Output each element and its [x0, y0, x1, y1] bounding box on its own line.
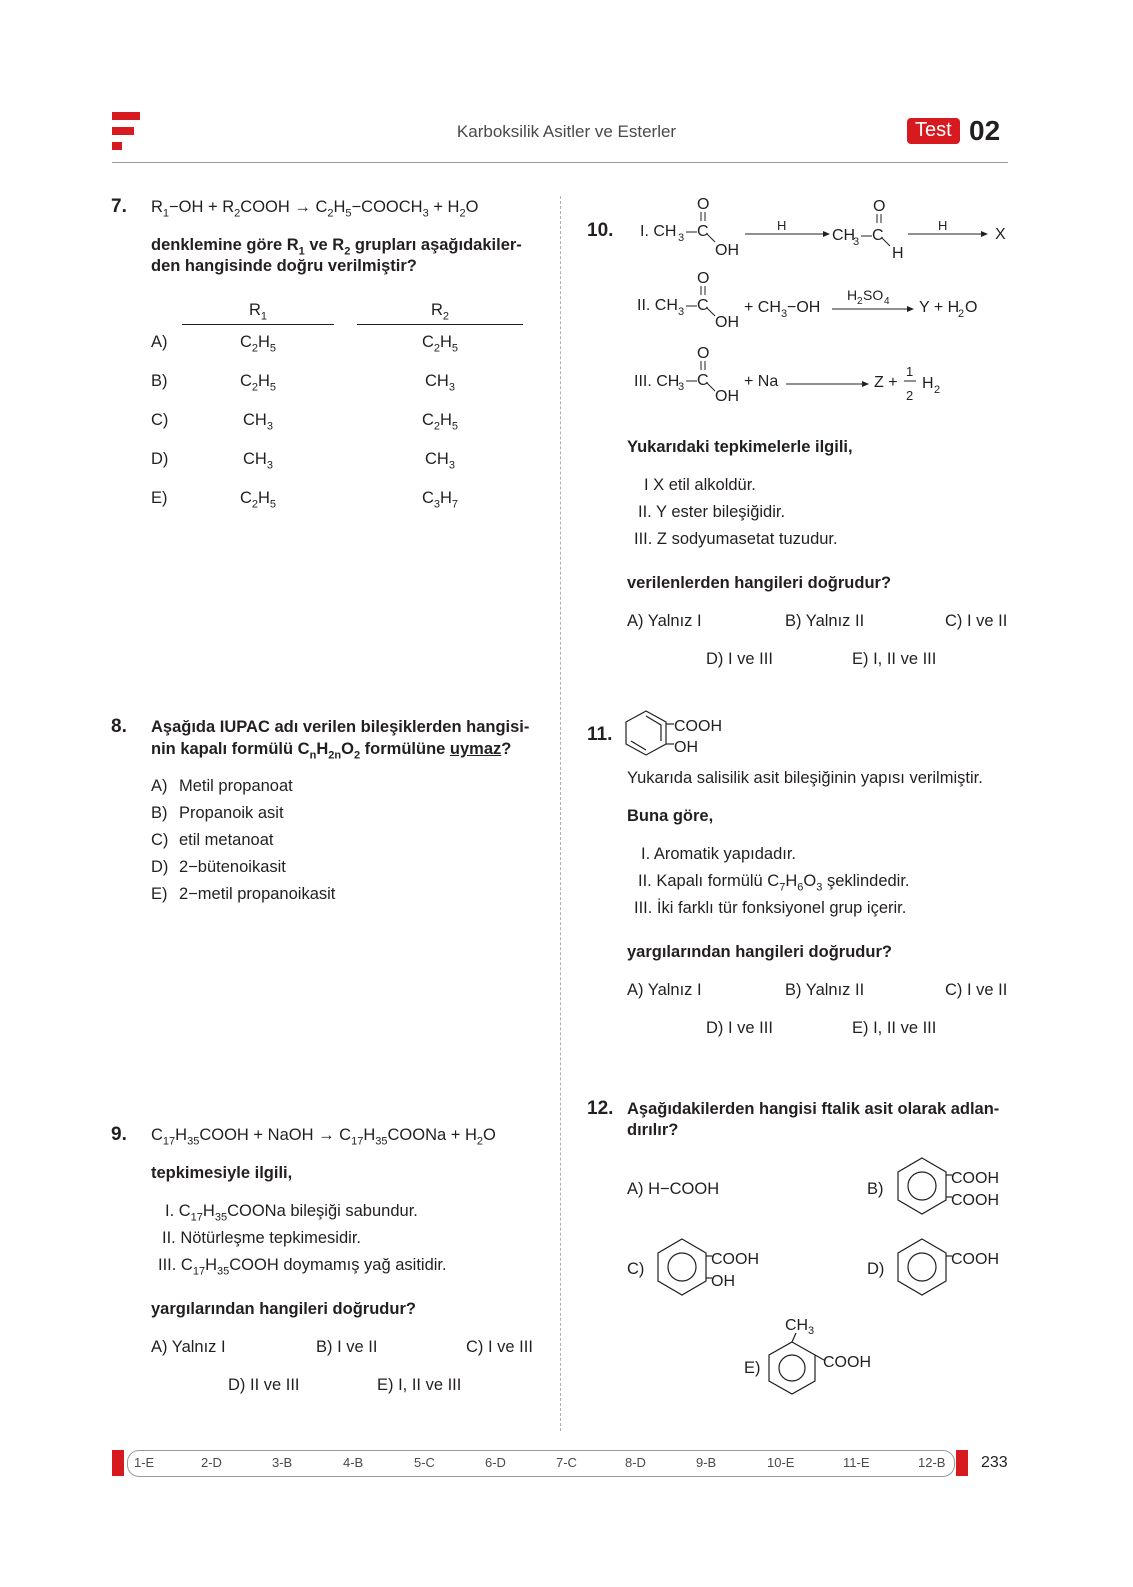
- svg-text:2: 2: [857, 296, 863, 307]
- svg-text:3: 3: [808, 1325, 815, 1337]
- q8-option-label[interactable]: A): [151, 777, 168, 795]
- svg-text:C: C: [697, 223, 709, 240]
- q8-line2: nin kapalı formülü $C_nH_{2n}O_2$ formülüne uymaz?: [151, 740, 512, 762]
- q7-rule-2: [357, 324, 523, 325]
- q11-question: yargılarından hangileri doğrudur?: [627, 943, 892, 961]
- svg-text:Y + H: Y + H: [919, 299, 960, 316]
- q9-lead: tepkimesiyle ilgili,: [151, 1164, 293, 1182]
- q10-statement-2: II. Y ester bileşiğidir.: [638, 503, 786, 521]
- q7-r1-cell: $CH_3$: [243, 450, 273, 472]
- q9-option-c[interactable]: C) I ve III: [466, 1338, 533, 1356]
- svg-text:OH: OH: [715, 314, 739, 331]
- answer-key-item: 12-B: [918, 1455, 946, 1470]
- q9-option-d[interactable]: D) II ve III: [228, 1376, 300, 1394]
- test-badge: Test: [907, 118, 960, 144]
- q8-option-label[interactable]: C): [151, 831, 169, 849]
- q10-statement-1: I X etil alkoldür.: [644, 476, 756, 494]
- q12-option-c-label[interactable]: C): [627, 1260, 645, 1278]
- svg-text:3: 3: [781, 308, 788, 320]
- q9-statement-2: II. Nötürleşme tepkimesidir.: [162, 1229, 361, 1247]
- q8-option-label[interactable]: E): [151, 885, 168, 903]
- q7-stem: denklemine göre $R_1$ ve $R_2$ grupları aşağıdakiler-: [151, 236, 522, 258]
- svg-text:COOH: COOH: [951, 1192, 999, 1209]
- svg-text:O: O: [697, 345, 710, 362]
- svg-text:OH: OH: [711, 1273, 735, 1290]
- q12-option-a[interactable]: A) H−COOH: [627, 1180, 720, 1198]
- q7-option-label[interactable]: E): [151, 489, 168, 507]
- q8-option-text[interactable]: 2−metil propanoikasit: [179, 885, 336, 903]
- q10-reactions-diagram: [560, 190, 1020, 420]
- svg-text:H: H: [938, 218, 948, 233]
- svg-text:−OH: −OH: [787, 299, 821, 316]
- q11-intro: Yukarıda salisilik asit bileşiğinin yapısı verilmiştir.: [627, 769, 983, 787]
- q7-equation: $R_1-OH$ + $R_2COOH$ → $C_2H_5-COOCH_3 + H_2O$: [151, 198, 479, 220]
- svg-text:3: 3: [678, 306, 685, 318]
- svg-text:COOH: COOH: [951, 1251, 999, 1268]
- q7-col-r2: $R_2$: [430, 301, 450, 323]
- q9-statement-1: I. $C_{17}H_{35}COONa$ bileşiği sabundur.: [165, 1202, 418, 1224]
- q12-line1: Aşağıdakilerden hangisi ftalik asit olarak adlan-: [627, 1100, 1000, 1118]
- svg-text:O: O: [873, 198, 886, 215]
- svg-text:OH: OH: [715, 388, 739, 405]
- svg-text:I. CH: I. CH: [640, 223, 677, 240]
- q9-question: yargılarından hangileri doğrudur?: [151, 1300, 416, 1318]
- answer-key-item: 7-C: [556, 1455, 577, 1470]
- q11-statement-1: I. Aromatik yapıdadır.: [641, 845, 796, 863]
- svg-text:OH: OH: [674, 739, 698, 756]
- q11-option-c[interactable]: C) I ve II: [945, 981, 1008, 999]
- svg-text:C: C: [697, 297, 709, 314]
- svg-text:CH: CH: [832, 227, 856, 244]
- q11-option-a[interactable]: A) Yalnız I: [627, 981, 702, 999]
- footer-accent-left: [112, 1450, 124, 1476]
- q7-col-r1: $R_1$: [248, 301, 268, 323]
- svg-text:C: C: [697, 372, 709, 389]
- svg-text:CH: CH: [785, 1317, 809, 1334]
- svg-text:COOH: COOH: [823, 1354, 871, 1371]
- svg-text:3: 3: [678, 381, 685, 393]
- q10-option-e[interactable]: E) I, II ve III: [852, 650, 937, 668]
- q12-line2: dırılır?: [627, 1121, 679, 1139]
- page-number: 233: [981, 1454, 1008, 1471]
- q7-r1-cell: $CH_3$: [243, 411, 273, 433]
- svg-text:3: 3: [678, 232, 685, 244]
- answer-key-item: 11-E: [843, 1455, 870, 1470]
- q11-option-e[interactable]: E) I, II ve III: [852, 1019, 937, 1037]
- q11-option-d[interactable]: D) I ve III: [706, 1019, 773, 1037]
- q10-question: verilenlerden hangileri doğrudur?: [627, 574, 892, 592]
- q7-stem2: den hangisinde doğru verilmiştir?: [151, 257, 417, 275]
- answer-key-item: 10-E: [767, 1455, 795, 1470]
- q8-option-text[interactable]: etil metanoat: [179, 831, 274, 849]
- q12-option-b-label[interactable]: B): [867, 1180, 884, 1198]
- q12-option-e-label[interactable]: E): [744, 1359, 761, 1377]
- answer-key-bar: [127, 1450, 955, 1477]
- svg-text:2: 2: [934, 384, 941, 396]
- q11-statement-2: II. Kapalı formülü $C_7H_6O_3$ şeklindedir.: [638, 872, 910, 894]
- q7-r2-cell: $CH_3$: [425, 450, 455, 472]
- q8-number: 8.: [111, 716, 127, 737]
- answer-key-item: 9-B: [696, 1455, 717, 1470]
- header-divider: [112, 162, 1008, 163]
- q11-statement-3: III. İki farklı tür fonksiyonel grup içerir.: [634, 899, 907, 917]
- q10-option-c[interactable]: C) I ve II: [945, 612, 1008, 630]
- salicylic-acid-option-icon: [650, 1236, 770, 1306]
- footer-accent-right: [956, 1450, 968, 1476]
- svg-text:II. CH: II. CH: [637, 297, 678, 314]
- svg-text:+ CH: + CH: [744, 299, 781, 316]
- answer-key-item: 8-D: [625, 1455, 646, 1470]
- q8-option-text[interactable]: Metil propanoat: [179, 777, 293, 795]
- svg-text:O: O: [697, 196, 710, 213]
- svg-text:COOH: COOH: [711, 1251, 759, 1268]
- svg-text:Z +: Z +: [874, 374, 898, 391]
- q7-r1-cell: $C_2H_5$: [239, 489, 277, 511]
- svg-text:COOH: COOH: [951, 1170, 999, 1187]
- q10-option-d[interactable]: D) I ve III: [706, 650, 773, 668]
- q9-statement-3: III. $C_{17}H_{35}COOH$ doymamış yağ asitidir.: [158, 1256, 447, 1278]
- q7-r2-cell: $C_3H_7$: [421, 489, 459, 511]
- q7-r1-cell: $C_2H_5$: [239, 333, 277, 355]
- svg-text:H: H: [922, 375, 934, 392]
- svg-text:2: 2: [906, 388, 914, 403]
- q11-option-b[interactable]: B) Yalnız II: [785, 981, 865, 999]
- q12-option-d-label[interactable]: D): [867, 1260, 885, 1278]
- q11-number: 11.: [587, 724, 613, 745]
- q9-option-b[interactable]: B) I ve II: [316, 1338, 378, 1356]
- salicylic-acid-structure-icon: [620, 706, 740, 766]
- svg-text:O: O: [697, 270, 710, 287]
- svg-text:H: H: [892, 245, 904, 262]
- svg-text:C: C: [872, 227, 884, 244]
- q10-statement-3: III. Z sodyumasetat tuzudur.: [634, 530, 838, 548]
- q7-rule-1: [182, 324, 334, 325]
- svg-text:H: H: [777, 218, 787, 233]
- q7-option-label[interactable]: A): [151, 333, 168, 351]
- svg-text:H: H: [847, 287, 858, 303]
- q11-lead: Buna göre,: [627, 807, 714, 825]
- svg-text:1: 1: [906, 364, 914, 379]
- q10-lead: Yukarıdaki tepkimelerle ilgili,: [627, 438, 853, 456]
- q8-option-label[interactable]: D): [151, 858, 169, 876]
- svg-text:X: X: [995, 226, 1006, 243]
- q7-r2-cell: $C_2H_5$: [421, 411, 459, 433]
- q10-number: 10.: [587, 220, 614, 241]
- svg-text:+ Na: + Na: [744, 373, 779, 390]
- q12-number: 12.: [587, 1098, 614, 1119]
- page-title: Karboksilik Asitler ve Esterler: [456, 122, 677, 141]
- answer-key-item: 3-B: [272, 1455, 293, 1470]
- q10-option-b[interactable]: B) Yalnız II: [785, 612, 865, 630]
- svg-text:COOH: COOH: [674, 718, 722, 735]
- toluic-acid-structure-icon: [762, 1312, 892, 1412]
- q9-option-e[interactable]: E) I, II ve III: [377, 1376, 462, 1394]
- svg-text:O: O: [965, 299, 978, 316]
- q9-option-a[interactable]: A) Yalnız I: [151, 1338, 226, 1356]
- q7-number: 7.: [111, 196, 127, 217]
- q9-equation: $C_{17}H_{35}COOH$ + NaOH → $C_{17}H_{35}COONa + H_2O$: [151, 1126, 496, 1148]
- q7-option-label[interactable]: B): [151, 372, 168, 390]
- test-number: 02: [969, 115, 1001, 146]
- svg-text:3: 3: [853, 236, 860, 248]
- q8-option-text[interactable]: Propanoik asit: [179, 804, 284, 822]
- answer-key-item: 1-E: [134, 1455, 155, 1470]
- q7-option-label[interactable]: D): [151, 450, 169, 468]
- svg-text:4: 4: [884, 296, 890, 307]
- benzoic-acid-structure-icon: [890, 1236, 1010, 1306]
- answer-key-item: 5-C: [414, 1455, 435, 1470]
- svg-text:SO: SO: [863, 287, 884, 303]
- q8-option-label[interactable]: B): [151, 804, 168, 822]
- q7-r2-cell: $CH_3$: [425, 372, 455, 394]
- svg-text:III. CH: III. CH: [634, 373, 680, 390]
- q9-number: 9.: [111, 1124, 127, 1145]
- answer-key-item: 6-D: [485, 1455, 506, 1470]
- svg-text:2: 2: [958, 308, 965, 320]
- q7-r1-cell: $C_2H_5$: [239, 372, 277, 394]
- q8-option-text[interactable]: 2−bütenoikasit: [179, 858, 286, 876]
- phthalic-acid-structure-icon: [890, 1155, 1010, 1225]
- answer-key-item: 2-D: [201, 1455, 222, 1470]
- svg-text:OH: OH: [715, 242, 739, 259]
- answer-key-item: 4-B: [343, 1455, 364, 1470]
- q8-line1: Aşağıda IUPAC adı verilen bileşiklerden hangisi-: [151, 718, 530, 736]
- q7-r2-cell: $C_2H_5$: [421, 333, 459, 355]
- q10-option-a[interactable]: A) Yalnız I: [627, 612, 702, 630]
- q7-option-label[interactable]: C): [151, 411, 169, 429]
